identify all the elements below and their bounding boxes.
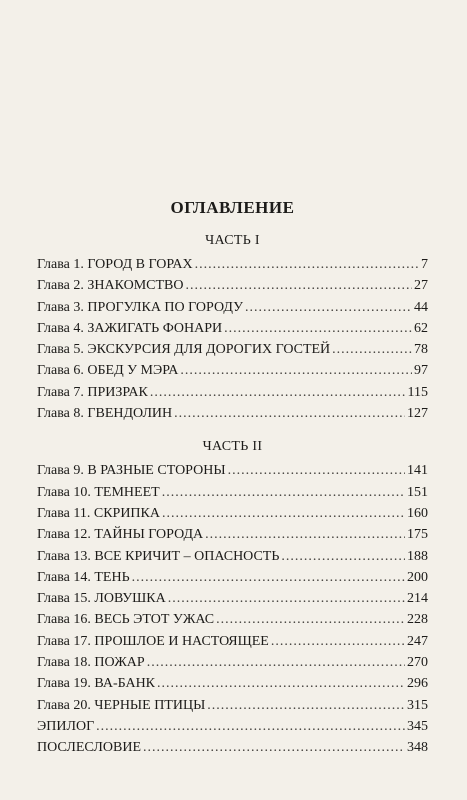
page-number: 214 <box>407 591 428 607</box>
page-number: 44 <box>414 299 428 315</box>
toc-entry <box>37 524 428 545</box>
toc-entry <box>37 339 428 360</box>
part-2-title: ЧАСТЬ II <box>202 439 263 455</box>
toc-entry <box>37 546 428 567</box>
chapter-title: Глава 6. ОБЕД У МЭРА <box>37 363 179 379</box>
page-number: 62 <box>414 320 428 336</box>
chapter-title: Глава 16. ВЕСЬ ЭТОТ УЖАС <box>37 612 215 628</box>
chapter-title: Глава 14. ТЕНЬ <box>37 569 130 585</box>
chapter-title: Глава 1. ГОРОД В ГОРАХ <box>37 257 193 272</box>
dot-leader <box>96 716 405 737</box>
toc-entry <box>37 695 428 716</box>
chapter-title: Глава 10. ТЕМНЕЕТ <box>37 484 160 500</box>
dot-leader <box>157 673 405 694</box>
toc-entry <box>37 673 428 694</box>
toc-entry <box>37 503 428 524</box>
chapter-title: Глава 19. ВА-БАНК <box>37 676 156 692</box>
chapter-title: Глава 8. ГВЕНДОЛИН <box>37 406 173 422</box>
chapter-title: Глава 12. ТАЙНЫ ГОРОДА <box>37 527 204 543</box>
chapter-title: ЭПИЛОГ <box>37 718 95 734</box>
dot-leader <box>205 524 405 545</box>
chapter-title: ПОСЛЕСЛОВИЕ <box>37 740 142 756</box>
page-number: 127 <box>407 406 428 422</box>
part-1-title: ЧАСТЬ I <box>205 233 260 248</box>
chapter-title: Глава 11. СКРИПКА <box>37 505 160 521</box>
toc-entry <box>37 318 428 339</box>
toc-entry <box>37 652 428 673</box>
page-number: 315 <box>407 697 428 713</box>
dot-leader <box>228 460 405 481</box>
chapter-title: Глава 13. ВСЕ КРИЧИТ – ОПАСНОСТЬ <box>37 548 280 564</box>
page-number: 188 <box>407 548 428 564</box>
page-number: 141 <box>407 463 428 479</box>
part-2-entries <box>37 460 428 758</box>
chapter-title: Глава 4. ЗАЖИГАТЬ ФОНАРИ <box>37 320 223 336</box>
dot-leader <box>207 695 405 716</box>
toc-entry <box>37 254 428 275</box>
toc-entry <box>37 567 428 588</box>
toc-entry <box>37 382 428 403</box>
chapter-title: Глава 18. ПОЖАР <box>37 655 145 671</box>
toc-entry <box>37 631 428 652</box>
page-number: 160 <box>407 505 428 521</box>
page-number: 97 <box>414 363 428 379</box>
chapter-title: Глава 9. В РАЗНЫЕ СТОРОНЫ <box>37 463 226 479</box>
page-number: 270 <box>407 655 428 671</box>
dot-leader <box>143 737 405 758</box>
dot-leader <box>150 382 406 403</box>
dot-leader <box>281 546 405 567</box>
dot-leader <box>245 297 412 318</box>
chapter-title: Глава 20. ЧЕРНЫЕ ПТИЦЫ <box>37 697 206 713</box>
dot-leader <box>147 652 405 673</box>
toc-entry <box>37 403 428 424</box>
chapter-title: Глава 17. ПРОШЛОЕ И НАСТОЯЩЕЕ <box>37 633 269 649</box>
toc-entry <box>37 482 428 503</box>
toc-entry <box>37 460 428 481</box>
page-number: 345 <box>407 718 428 734</box>
toc-entry <box>37 297 428 318</box>
toc-entry-afterword <box>37 737 428 758</box>
page-number: 175 <box>407 527 428 543</box>
dot-leader <box>162 482 405 503</box>
chapter-title: Глава 5. ЭКСКУРСИЯ ДЛЯ ДОРОГИХ ГОСТЕЙ <box>37 342 331 358</box>
toc-entry <box>37 360 428 381</box>
toc-entry <box>37 588 428 609</box>
page-number: 348 <box>407 740 428 756</box>
part-1-entries <box>37 254 428 424</box>
page-number: 228 <box>407 612 428 628</box>
toc-entry <box>37 609 428 630</box>
dot-leader <box>162 503 405 524</box>
dot-leader <box>132 567 405 588</box>
page-number: 7 <box>421 257 428 272</box>
dot-leader <box>332 339 412 360</box>
toc-entry <box>37 275 428 296</box>
page-number: 296 <box>407 676 428 692</box>
dot-leader <box>174 403 405 424</box>
dot-leader <box>186 275 412 296</box>
page-number: 27 <box>414 278 428 294</box>
dot-leader <box>224 318 412 339</box>
chapter-title: Глава 2. ЗНАКОМСТВО <box>37 278 184 294</box>
toc-title: ОГЛАВЛЕНИЕ <box>170 198 295 217</box>
dot-leader <box>216 609 405 630</box>
dot-leader <box>168 588 405 609</box>
chapter-title: Глава 3. ПРОГУЛКА ПО ГОРОДУ <box>37 299 244 315</box>
dot-leader <box>195 254 419 275</box>
page-number: 115 <box>407 384 428 400</box>
page-number: 151 <box>407 484 428 500</box>
chapter-title: Глава 15. ЛОВУШКА <box>37 591 166 607</box>
page-number: 200 <box>407 569 428 585</box>
dot-leader <box>271 631 405 652</box>
chapter-title: Глава 7. ПРИЗРАК <box>37 384 148 400</box>
page-number: 78 <box>414 342 428 358</box>
dot-leader <box>180 360 412 381</box>
table-of-contents <box>37 196 428 759</box>
page-number: 247 <box>407 633 428 649</box>
toc-entry-epilogue <box>37 716 428 737</box>
